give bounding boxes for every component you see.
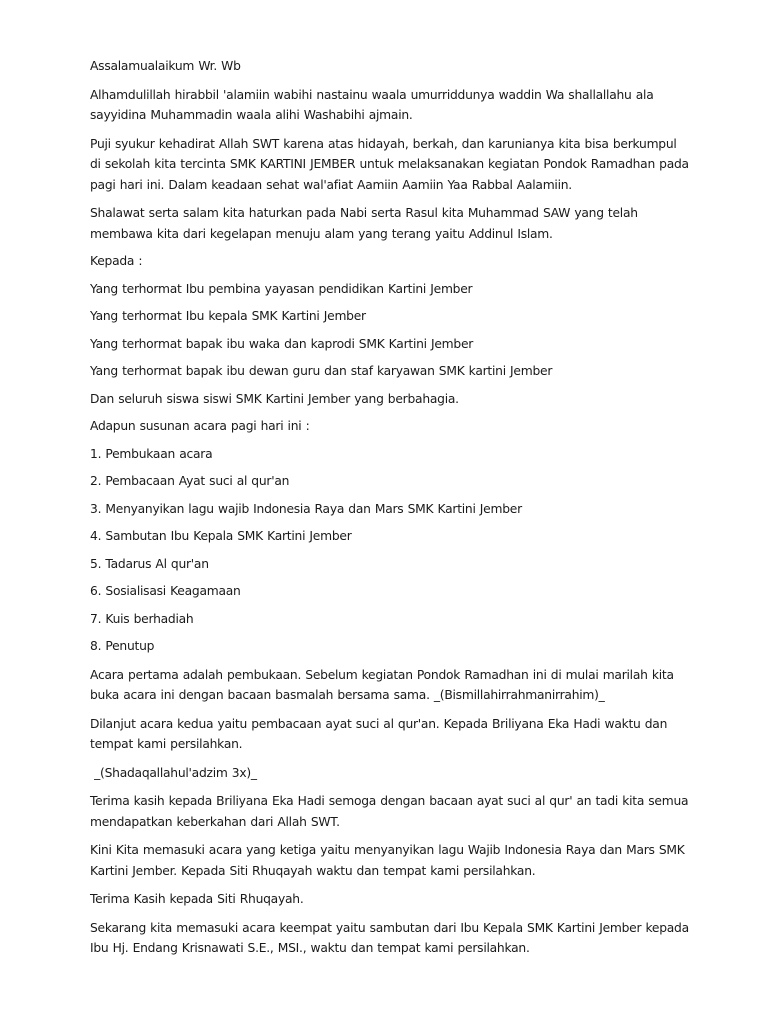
- shadaqallah-line: _(Shadaqallahul'adzim 3x)_: [90, 765, 257, 780]
- agenda-item: 8. Penutup: [90, 639, 155, 653]
- addressee-line: Yang terhormat bapak ibu dewan guru dan staf karyawan SMK kartini Jember: [90, 364, 553, 378]
- agenda-item: 4. Sambutan Ibu Kepala SMK Kartini Jember: [90, 529, 352, 543]
- shalawat-paragraph: Shalawat serta salam kita haturkan pada Nabi serta Rasul kita Muhammad SAW yang telah membawa kita dari kegelapan menuju alam yang terang yaitu Addinul Islam.: [90, 206, 638, 241]
- addressee-line: Yang terhormat Ibu pembina yayasan pendidikan Kartini Jember: [90, 281, 473, 296]
- addressee-line: Dan seluruh siswa siswi SMK Kartini Jember yang berbahagia.: [90, 391, 459, 406]
- agenda-item: 2. Pembacaan Ayat suci al qur'an: [90, 474, 290, 488]
- opening-event-paragraph: Acara pertama adalah pembukaan. Sebelum kegiatan Pondok Ramadhan ini di mulai marilah kita buka acara ini dengan bacaan basmalah bersama sama. _(Bismillahirrahmanirrahim)_: [90, 667, 674, 702]
- addressee-line: Yang terhormat Ibu kepala SMK Kartini Jember: [90, 309, 366, 323]
- opening-prayer-paragraph: Alhamdulillah hirabbil 'alamiin wabihi nastainu waala umurriddunya waddin Wa shallallahu ala sayyidina Muhammadin waala alihi Washabihi ajmain.: [90, 87, 654, 122]
- greeting-paragraph: Assalamualaikum Wr. Wb: [90, 59, 241, 73]
- principal-speech-paragraph: Sekarang kita memasuki acara keempat yaitu sambutan dari Ibu Kepala SMK Kartini Jember kepada Ibu Hj. Endang Krisnawati S.E., MSI., waktu dan tempat kami persilahkan.: [90, 920, 689, 955]
- agenda-item: 5. Tadarus Al qur'an: [90, 556, 209, 571]
- gratitude-paragraph: Puji syukur kehadirat Allah SWT karena atas hidayah, berkah, dan karunianya kita bisa berkumpul di sekolah kita tercinta SMK KARTINI JEMBER untuk melaksanakan kegiatan Pondok Ramadhan pada pagi hari ini. Dalam keadaan sehat wal'afiat Aamiin Aamiin Yaa Rabbal Aalamiin.: [90, 136, 689, 192]
- quran-reading-paragraph: Dilanjut acara kedua yaitu pembacaan ayat suci al qur'an. Kepada Briliyana Eka Hadi waktu dan tempat kami persilahkan.: [90, 716, 668, 751]
- agenda-item: 6. Sosialisasi Keagamaan: [90, 584, 241, 598]
- agenda-item: 7. Kuis berhadiah: [90, 611, 194, 626]
- document-page: [90, 56, 690, 959]
- agenda-item: 1. Pembukaan acara: [90, 446, 213, 461]
- addressee-line: Yang terhormat bapak ibu waka dan kaprodi SMK Kartini Jember: [90, 336, 474, 351]
- anthem-paragraph: Kini Kita memasuki acara yang ketiga yaitu menyanyikan lagu Wajib Indonesia Raya dan Mars SMK Kartini Jember. Kepada Siti Rhuqayah waktu dan tempat kami persilahkan.: [90, 843, 685, 878]
- addressee-heading: Kepada :: [90, 254, 143, 268]
- thanks-briliyana-paragraph: Terima kasih kepada Briliyana Eka Hadi semoga dengan bacaan ayat suci al qur' an tadi kita semua mendapatkan keberkahan dari Allah SWT.: [90, 794, 689, 829]
- agenda-heading: Adapun susunan acara pagi hari ini :: [90, 419, 310, 433]
- thanks-siti-paragraph: Terima Kasih kepada Siti Rhuqayah.: [90, 892, 304, 906]
- agenda-item: 3. Menyanyikan lagu wajib Indonesia Raya dan Mars SMK Kartini Jember: [90, 501, 522, 516]
